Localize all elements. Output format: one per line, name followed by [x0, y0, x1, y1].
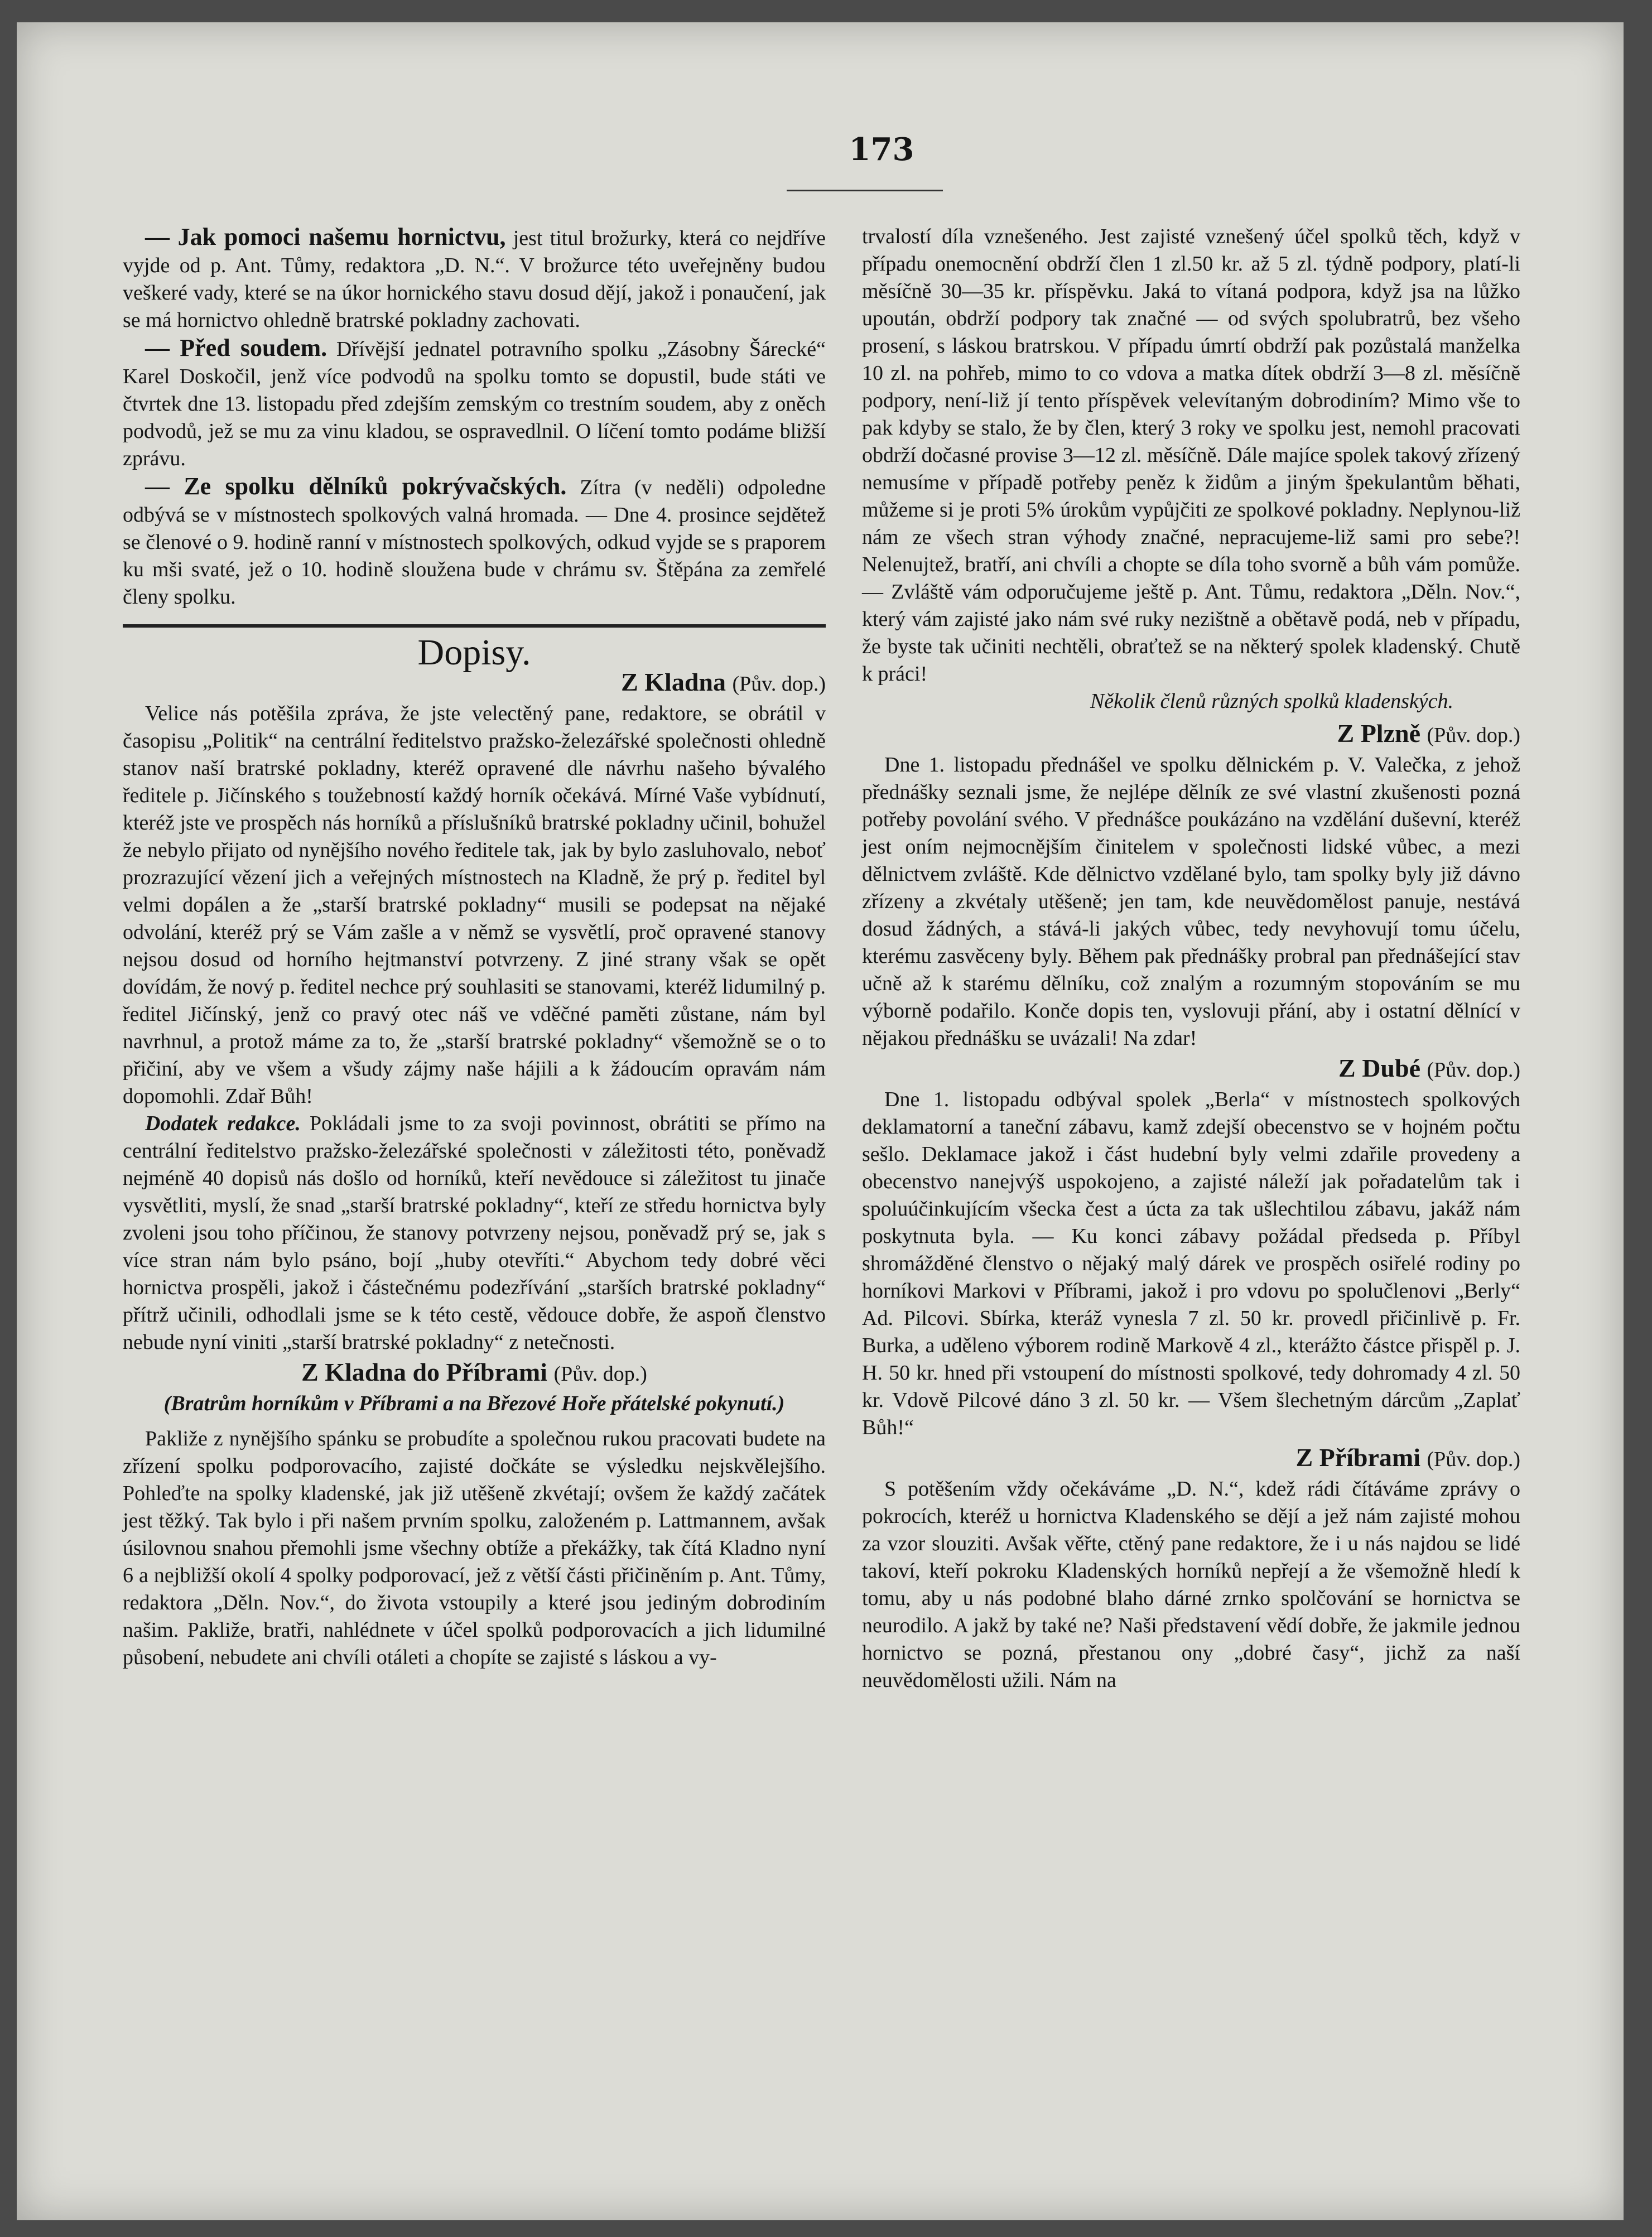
news-item — [123, 334, 826, 473]
left-column — [123, 223, 826, 1671]
news-text: Zítra (v neděli) odpoledne odbývá se v místnostech spolkových valná hromada. — Dne 4. prosince sejdětež se členové o 9. hodině ranní v místnostech spolkových, odkud vyjde se s praporem ku mši svaté, jež o 10. hodině sloužena bude v chrámu sv. Štěpána za zemřelé členy spolku. — [123, 476, 826, 609]
news-headline: — Před soudem. — [145, 334, 327, 361]
news-text: Dřívější jednatel potravního spolku „Zásobny Šárecké“ Karel Doskočil, jenž více podvodů na spolku tomto se dopustil, bude státi ve čtvrtek dne 13. listopadu před zdejším zemským co trestním soudem, aby z oněch podvodů, jež se mu za vinu kladou, se ospravedlnil. O líčení tomto podáme bližší zprávu. — [123, 338, 826, 470]
letter-place: Z Dubé — [1338, 1054, 1421, 1082]
letter-body: Dne 1. listopadu přednášel ve spolku dělnickém p. V. Valečka, z jehož přednášky seznali jsme, že nejlépe dělník ze své vlastní zkušenosti pozná potřeby povolání svého. V přednášce poukázáno na vzdělání duševní, kteréž jest oním nejmocnějším činitelem v společnosti lidské vůbec, a mezi dělnictvem zvláště. Kde dělnictvo vzdělané bylo, tam spolky byly již dávno zřízeny a zkvétaly utěšeně; jen tam, kde neuvědomělost panuje, nestává dosud žádných, a stává-li jakých vůbec, tedy nevyhovují tomu účelu, kterému zasvěceny byly. Během pak přednášky probral pan přednášející stav učně až k starému dělníku, což znalým a rozumným stopováním se mu výborně podařilo. Konče dopis ten, vyslovuji přání, aby i ostatní dělnící v nějakou přednášku se uvázali! Na zdar! — [862, 753, 1520, 1050]
letter-place: Z Plzně — [1337, 719, 1421, 748]
letter-body: S potěšením vždy očekáváme „D. N.“, kdež rádi čítáváme zprávy o pokrocích, kteréž u hornictva Kladenského se dějí a jež nám zajisté mohou za vzor slouziti. Avšak věřte, ctěný pane redaktore, že i u nás najdou se lidé takoví, kteří pokroku Kladenských horníků nepřejí a že všemožně hledí k tomu, aby u nás podobné blaho dárné zrnko spolčování se hornictva se neurodilo. A jakž by také ne? Naši představení vědí dobře, že jakmile jednou hornictvo se pozná, přestanou ony „dobré časy“, jichž za naší neuvědomělosti užili. Nám na — [862, 1477, 1520, 1692]
letter-title-plzen — [862, 720, 1520, 749]
letter-source: (Pův. dop.) — [1427, 724, 1520, 747]
right-column — [862, 223, 1520, 1694]
letter-subtitle: (Bratrům horníkům v Příbrami a na Březové Hoře přátelské pokynutí.) — [163, 1392, 785, 1415]
news-headline: — Ze spolku dělníků pokrývačských. — [145, 473, 567, 500]
letter-title-kladno-pribram — [123, 1358, 826, 1388]
letter-body: Velice nás potěšila zpráva, že jste velectěný pane, redaktore, se obrátil v časopisu „Politik“ na centrální ředitelstvo pražsko-železářské společnosti ohledně stanov naší bratrské pokladny, kteréž opravené dle návrhu našeho bývalého ředitele p. Jičínského s toužebností každý horník očekává. Mírné Vaše vybídnutí, kteréž jste ve prospěch nás horníků a příslušníků bratrské pokladny učinil, bohužel že nebylo přijato od nynějšího nového ředitele tak, jak by bylo zasluhovalo, neboť prozrazující vězení jich a veřejných místnostech na Kladně, že prý p. ředitel byl velmi dopálen a že „starší bratrské pokladny“ musili se podepsat na nějaké odvolání, kteréž prý se Vám zašle a v němž se vysvětlí, proč opravené stanovy nejsou dosud od horního hejtmanství potvrzeny. Z jiné strany však se opět dovídám, že nový p. ředitel nechce prý souhlasiti se stanovami, kteréž lidumilný p. ředitel Jičínský, jenž co pravý otec náš ve vděčné paměti zůstane, nám byl navrhnul, a protož máme za to, že „starší bratrské pokladny“ všemožně se o to přičiní, aby ve všem a všudy zájmy naše hájili a k žádoucím opravám nám dopomohli. Zdař Bůh! — [123, 702, 826, 1108]
letter-signature: Několik členů různých spolků kladenských. — [1090, 690, 1453, 713]
news-headline: — Jak pomoci našemu hornictvu, — [145, 223, 506, 250]
letter-source: (Pův. dop.) — [553, 1362, 647, 1386]
newspaper-page — [17, 22, 1624, 2220]
letter-body: Dne 1. listopadu odbýval spolek „Berla“ v místnostech spolkových deklamatorní a taneční zábavu, kamž zdejší obecenstvo se v hojném počtu sešlo. Deklamace jakož i část hudební byly velmi zdařile provedeny a obecenstvo nanejvýš uspokojeno, a zajisté náleží jak pořadatelům tak i spoluúčinkujícím všecka čest a úcta za tak ušlechtilou zábavu, jakáž nám poskytnuta byla. — Ku konci zábavy požádal předseda p. Příbyl shromážděné členstvo o nějaký malý dárek ve prospěch osiřelé rodiny po horníkovi Markovi v Příbrami, jakož i pro vdovu po spolučlenovi „Berly“ Ad. Pilcovi. Sbírka, kteráž vynesla 7 zl. 50 kr. provedl přičinlivě p. Fr. Burka, a uděleno výborem rodině Markově 4 zl., kterážto částce přispěl p. J. H. 50 kr. hned při vstoupení do místnosti spolkové, tedy dohromady 4 zl. 50 kr. Vdově Pilcové dáno 3 zl. 50 kr. — Všem šlechetným dárcům „Zaplať Bůh!“ — [862, 1088, 1520, 1439]
letter-place: Z Příbrami — [1295, 1443, 1421, 1472]
letter-source: (Pův. dop.) — [1427, 1448, 1520, 1471]
letter-title-dube — [862, 1054, 1520, 1084]
editorial-addendum — [123, 1110, 826, 1356]
page-number: 173 — [849, 131, 914, 168]
section-divider — [123, 624, 826, 628]
news-item — [123, 473, 826, 611]
letter-place: Z Kladna do Příbrami — [301, 1358, 547, 1386]
letter-place: Z Kladna — [621, 668, 726, 696]
letter-title-pribram — [862, 1444, 1520, 1473]
letter-source: (Pův. dop.) — [1427, 1058, 1520, 1082]
news-text: jest titul brožurky, která co nejdříve vyjde od p. Ant. Tůmy, redaktora „D. N.“. V brožurce této uveřejněny budou veškeré vady, které se na úkor hornického stavu dosud dějí, jakož i ponaučení, jak se má hornictvo ohledně bratrské pokladny zachovati. — [123, 226, 826, 332]
addendum-text: Pokládali jsme to za svoji povinnost, obrátiti se přímo na centrální ředitelstvo pražsko-železářské společnosti v záležitosti této, poněvadž nejméně 40 dopisů nás došlo od horníků, kteří nevědouce si záležitost tu jinače vysvětliti, myslí, že snad „starší bratrské pokladny“, kteří ze středu hornictva byly zvoleni jsou toho příčinou, že stanovy potvrzeny nejsou, poněvadž prý se, jak s více stran nám bylo psáno, bojí „huby otevříti.“ Abychom tedy dobré věci hornictva prospěli, jakož i částečnému podezřívání „starších bratrské pokladny“ přítrž učinili, odhodlali jsme se k této cestě, vědouce dobře, že aspoň členstvo nebude nyní viniti „starší bratrské pokladny“ z netečnosti. — [123, 1112, 826, 1354]
letter-source: (Pův. dop.) — [732, 672, 826, 696]
page-number-rule — [787, 190, 943, 191]
addendum-label: Dodatek redakce. — [145, 1112, 301, 1135]
continued-text: trvalostí díla vznešeného. Jest zajisté vznešený účel spolků těch, když v případu onemocnění obdrží člen 1 zl.50 kr. až 5 zl. týdně podpory, platí-li měsíčně 30—35 kr. příspěvku. Jaká to vítaná podpora, když jsa na lůžko upoután, obdrží podpory tak značné — od svých spolubratrů, bez všeho prosení, s láskou bratrskou. V případu úmrtí obdrží pak pozůstalá manželka 10 zl. na pohřeb, mimo to co vdova a matka dítek obdrží 3—8 zl. měsíčně podpory, není-liž jí tento příspěvek velevítaným dobrodiním? Mimo vše to pak kdyby se stalo, že by člen, který 3 roky ve spolku jest, nemohl pracovati obdrží dočasné provise 3—12 zl. měsíčně. Dále majíce spolek takový zřízený nemusíme v případě potřeby peněz k židům a jiným špekulantům běhati, můžeme si je proti 5% úrokům vypůjčiti ze spolkové pokladny. Neplynou-liž nám ze všech stran výhody značné, nepracujeme-liž sami pro sebe?! Nelenujtež, bratří, ani chvíli a chopte se díla toho svorně a bůh vám pomůže. — Zvláště vám odporučujeme ještě p. Ant. Tůmu, redaktora „Děln. Nov.“, který vám zajisté jako nám své ruky nezištně a obětavě podá, neb v případu, že byste tak učiniti nechtěli, obraťtež se na některý spolek kladenský. Chutě k práci! — [862, 225, 1520, 686]
letter-body: Pakliže z nynějšího spánku se probudíte a společnou rukou pracovati budete na zřízení spolku podporovacího, zajisté dočkáte se výsledku nejskvělejšího. Pohleďte na spolky kladenské, jak již utěšeně zkvétají; ovšem že každý začátek jest těžký. Tak bylo i při našem prvním spolku, založeném p. Lattmannem, avšak úsilovnou snahou přemohli jsme všechny obtíže a překážky, tak čítá Kladno nyní 6 a nejbližší okolí 4 spolky podporovací, jež z větší části přičiněním p. Ant. Tůmy, redaktora „Děln. Nov.“, do života vstoupily a které jsou jediným dobrodiním našim. Pakliže, bratři, nahlédnete v účel spolků podporovacích a jich lidumilné působení, nebudete ani chvíli otáleti a chopíte se zajisté s láskou a vy- — [123, 1427, 826, 1669]
section-title: Dopisy. — [417, 632, 531, 673]
news-item — [123, 223, 826, 334]
